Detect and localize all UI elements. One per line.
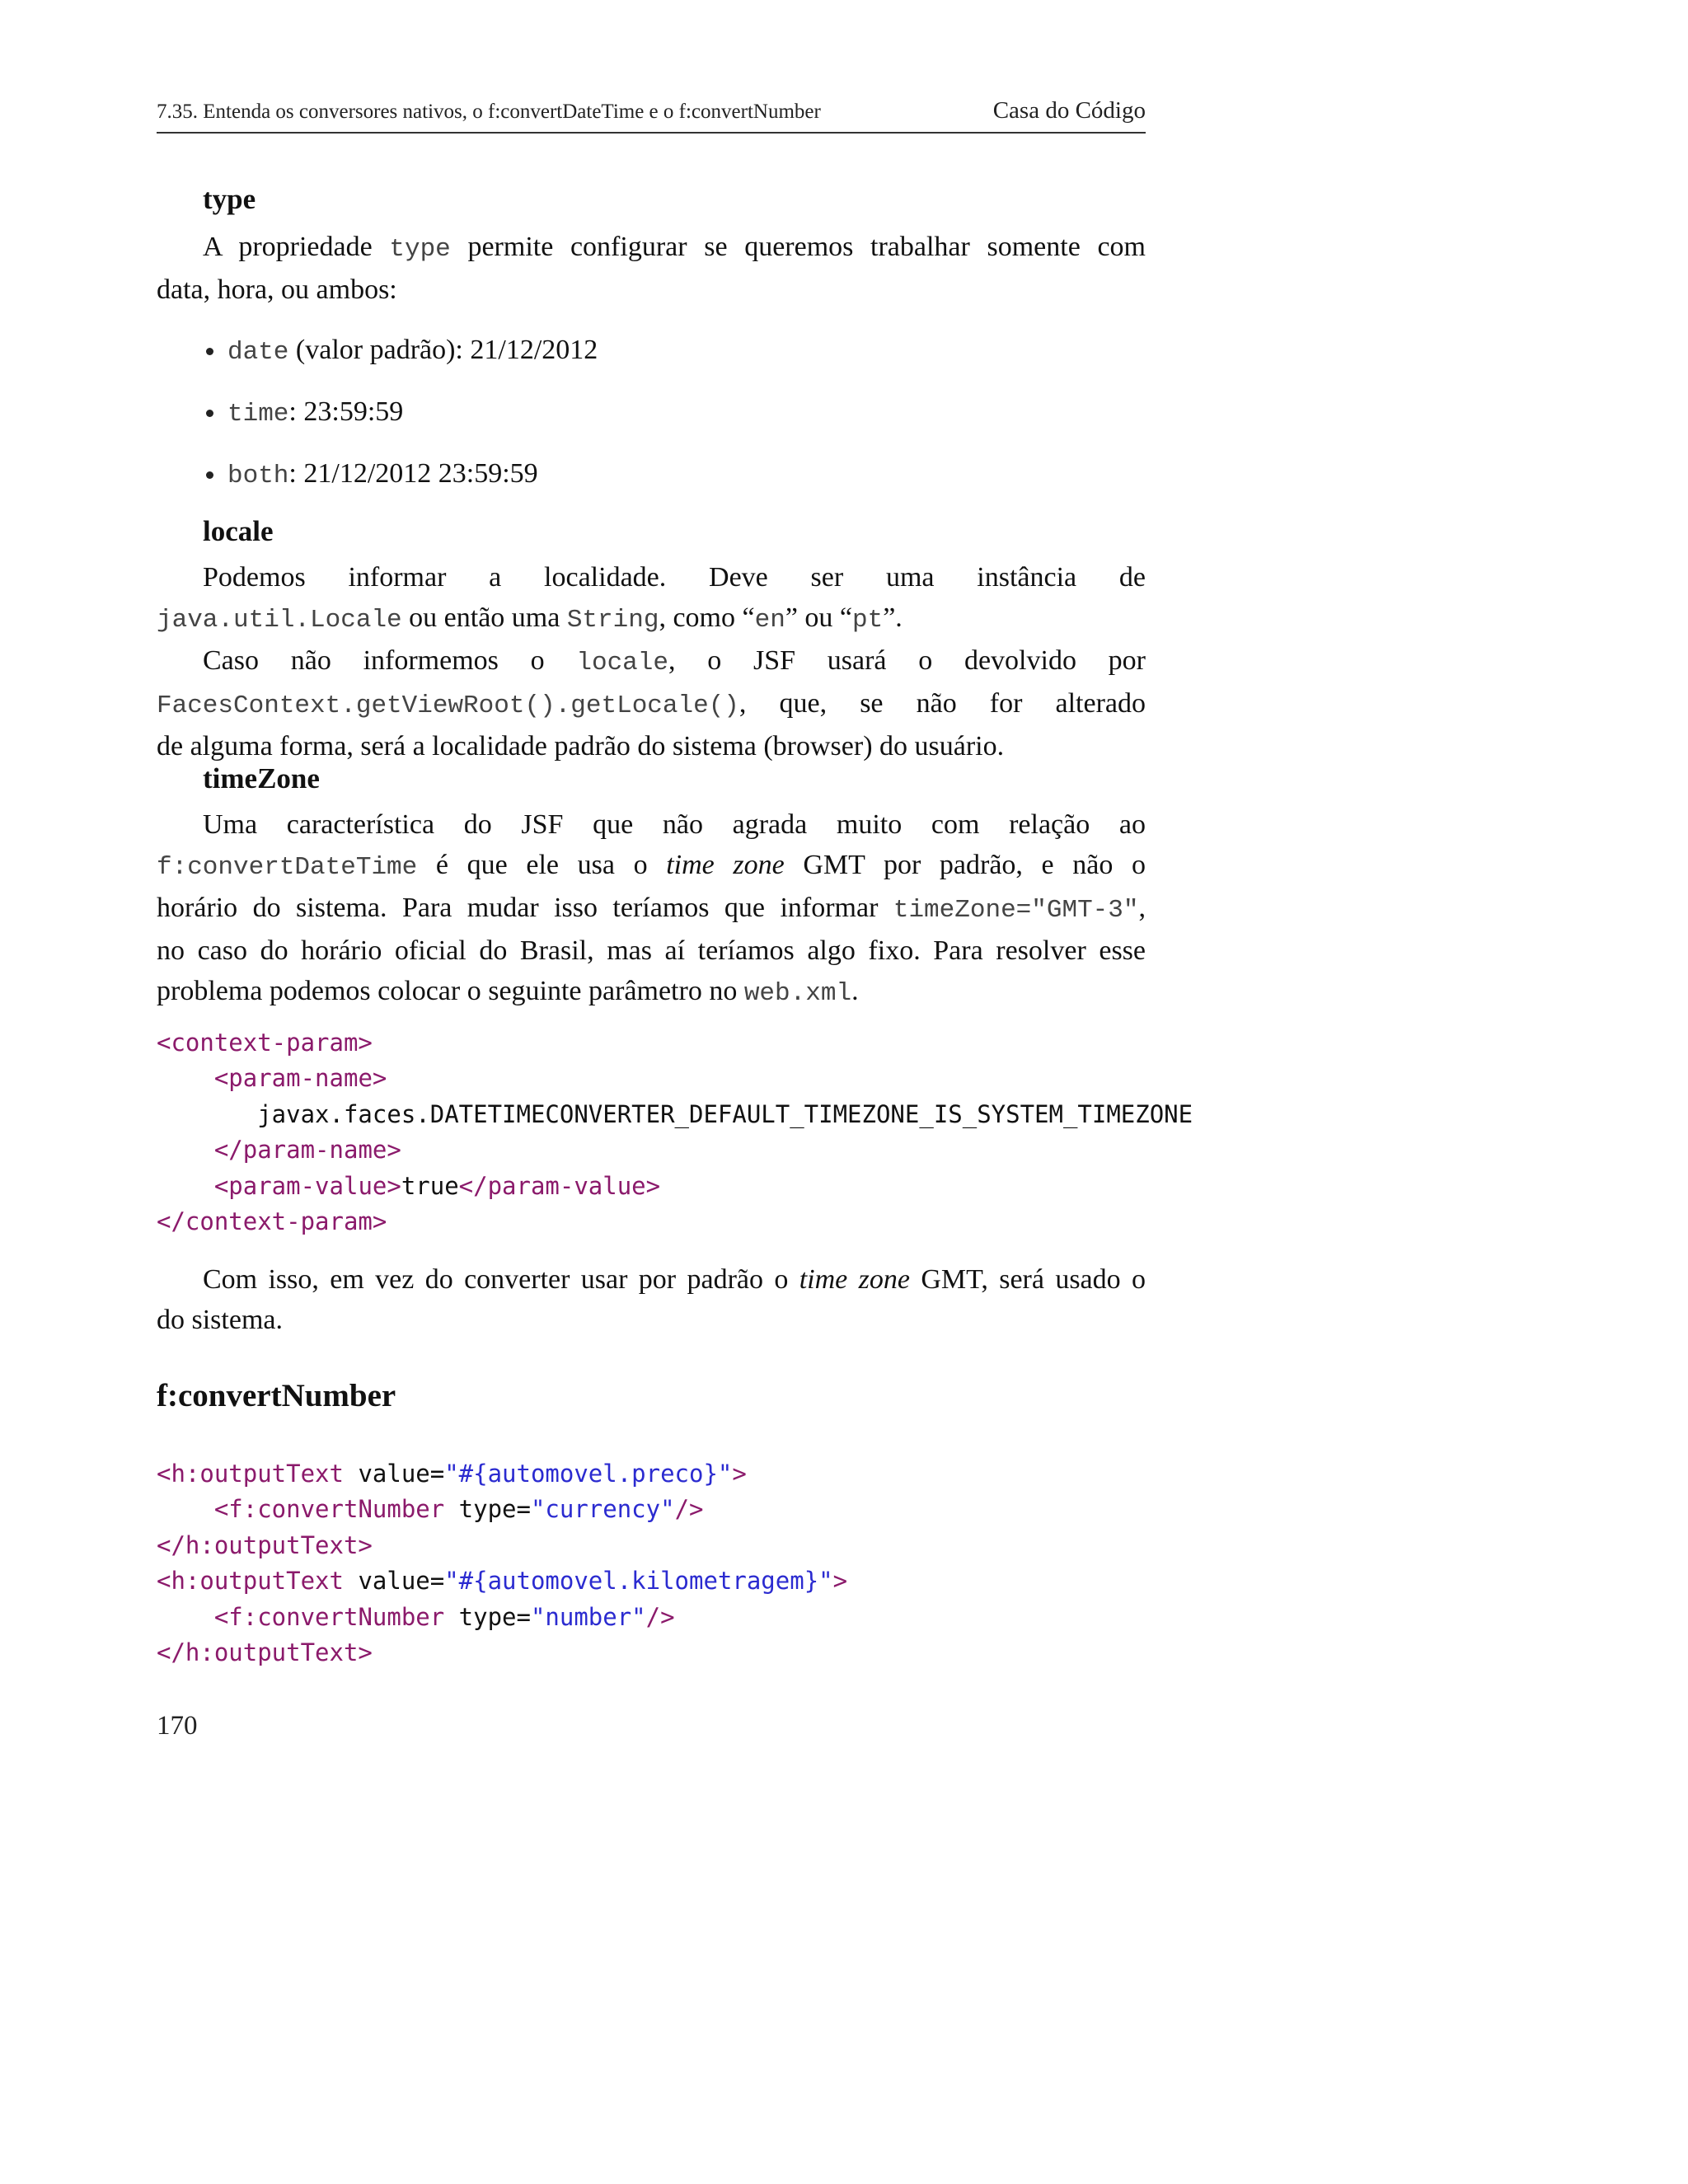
running-header	[157, 97, 1146, 134]
paragraph-timezone: Uma característica do JSF que não agrada muito com relação ao f:convertDateTime é que ele usa o time zone GMT por padrão, e não o horário do sistema. Para mudar isso teríamos que informar timeZone="GMT-3", no caso do horário oficial do Brasil, mas aí teríamos algo fixo. Para resolver esse problema podemos colocar o seguinte parâmetro no web.xml.	[157, 809, 1146, 1008]
code-block-convertnumber: <h:outputText value="#{automovel.preco}"> <f:convertNumber type="currency"/> </h:outputText> <h:outputText value="#{automovel.kilometragem}"> <f:convertNumber type="number"/> </h:outputText>	[157, 1460, 848, 1667]
publisher-name: Casa do Código	[992, 97, 1146, 124]
subheading-locale: locale	[203, 515, 274, 547]
paragraph-after-code: Com isso, em vez do converter usar por padrão o time zone GMT, será usado o do sistema.	[157, 1264, 1146, 1335]
code-block-web-xml: <context-param> <param-name> javax.faces.DATETIMECONVERTER_DEFAULT_TIMEZONE_IS_SYSTEM_TIMEZONE </param-name> <param-value>true</param-value> </context-param>	[157, 1029, 1193, 1236]
list-item: both: 21/12/2012 23:59:59	[203, 453, 598, 515]
subheading-type: type	[203, 183, 256, 215]
book-page	[157, 0, 1193, 2184]
page-number: 170	[157, 1711, 198, 1741]
chapter-title: 7.35. Entenda os conversores nativos, o f:convertDateTime e o f:convertNumber	[157, 101, 821, 123]
paragraph-type: A propriedade type permite configurar se queremos trabalhar somente com data, hora, ou ambos:	[157, 232, 1146, 305]
section-heading-convertnumber: f:convertNumber	[157, 1378, 396, 1413]
list-item: time: 23:59:59	[203, 391, 598, 453]
list-item: date (valor padrão): 21/12/2012	[203, 330, 598, 391]
paragraph-locale: Podemos informar a localidade. Deve ser uma instância de java.util.Locale ou então uma String, como “en” ou “pt”. Caso não informemos o locale, o JSF usará o devolvido por FacesContext.getViewRoot().getLocale(), que, se não for alterado de alguma forma, será a localidade padrão do sistema (browser) do usuário.	[157, 562, 1146, 762]
subheading-timezone: timeZone	[203, 762, 320, 794]
type-options-list	[203, 330, 598, 515]
